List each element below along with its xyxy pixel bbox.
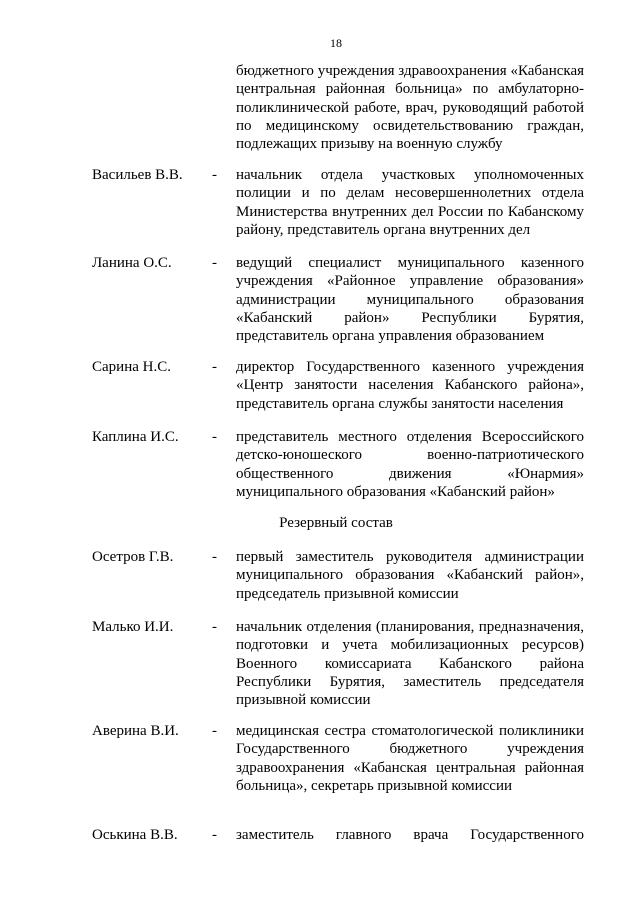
member-description-line: начальник отделения (планирования, предназначения, <box>236 619 584 635</box>
member-description-line: учреждения «Районное управление образования» <box>236 273 584 290</box>
member-description-line: начальник отдела участковых уполномоченных <box>236 167 584 183</box>
section-title-reserve: Резервный состав <box>279 515 393 531</box>
member-description-line: представитель органа управления образованием <box>236 328 545 345</box>
intro-line: поликлинической работе, врач, руководящий работой <box>236 99 584 116</box>
intro-line: подлежащих призыву на военную службу <box>236 136 503 153</box>
member-name: Осетров Г.В. <box>92 549 174 565</box>
member-dash: - <box>212 827 217 843</box>
member-description-line: медицинская сестра стоматологической поликлиники <box>236 723 584 739</box>
member-name: Малько И.И. <box>92 619 174 635</box>
member-description-line: району, представитель органа внутренних дел <box>236 221 531 238</box>
member-description-line: детско-юношеского военно-патриотического <box>236 447 584 464</box>
member-dash: - <box>212 255 217 271</box>
member-dash: - <box>212 429 217 445</box>
member-name: Ланина О.С. <box>92 255 172 271</box>
member-description-line: представитель местного отделения Всероссийского <box>236 429 584 445</box>
member-name: Оськина В.В. <box>92 827 178 843</box>
member-description-line: представитель органа службы занятости населения <box>236 395 564 412</box>
member-description-line: заместитель главного врача Государственного <box>236 827 584 843</box>
member-dash: - <box>212 619 217 635</box>
member-description-line: муниципального образования «Кабанский район» <box>236 483 555 500</box>
member-description-line: муниципального образования «Кабанский район», <box>236 567 584 584</box>
intro-line: по медицинскому освидетельствованию граждан, <box>236 117 584 134</box>
member-description-line: полиции и по делам несовершеннолетних отдела <box>236 185 584 202</box>
member-description-line: призывной комиссии <box>236 692 371 709</box>
member-dash: - <box>212 167 217 183</box>
member-description-line: здравоохранения «Кабанская центральная районная <box>236 759 584 776</box>
member-description-line: «Центр занятости населения Кабанского района», <box>236 377 584 394</box>
member-dash: - <box>212 723 217 739</box>
intro-line: центральная районная больница» по амбулаторно- <box>236 81 584 98</box>
member-description-line: общественного движения «Юнармия» <box>236 465 584 482</box>
member-description-line: администрации муниципального образования <box>236 291 584 308</box>
member-description-line: «Кабанский район» Республики Бурятия, <box>236 309 584 326</box>
member-description-line: Государственного бюджетного учреждения <box>236 741 584 758</box>
intro-line: бюджетного учреждения здравоохранения «Кабанская <box>236 63 584 79</box>
member-name: Васильев В.В. <box>92 167 183 183</box>
member-dash: - <box>212 549 217 565</box>
member-description-line: Республики Бурятия, заместитель председателя <box>236 673 584 690</box>
member-description-line: первый заместитель руководителя администрации <box>236 549 584 565</box>
member-description-line: Военного комиссариата Кабанского района <box>236 655 584 672</box>
member-description-line: подготовки и учета мобилизационных ресурсов) <box>236 637 584 654</box>
member-name: Аверина В.И. <box>92 723 179 739</box>
member-name: Каплина И.С. <box>92 429 179 445</box>
member-dash: - <box>212 359 217 375</box>
page-number: 18 <box>330 36 342 50</box>
member-description-line: ведущий специалист муниципального казенного <box>236 255 584 271</box>
member-name: Сарина Н.С. <box>92 359 171 375</box>
member-description-line: Министерства внутренних дел России по Кабанскому <box>236 203 584 220</box>
member-description-line: больница», секретарь призывной комиссии <box>236 777 513 794</box>
member-description-line: директор Государственного казенного учреждения <box>236 359 584 375</box>
member-description-line: председатель призывной комиссии <box>236 585 459 602</box>
